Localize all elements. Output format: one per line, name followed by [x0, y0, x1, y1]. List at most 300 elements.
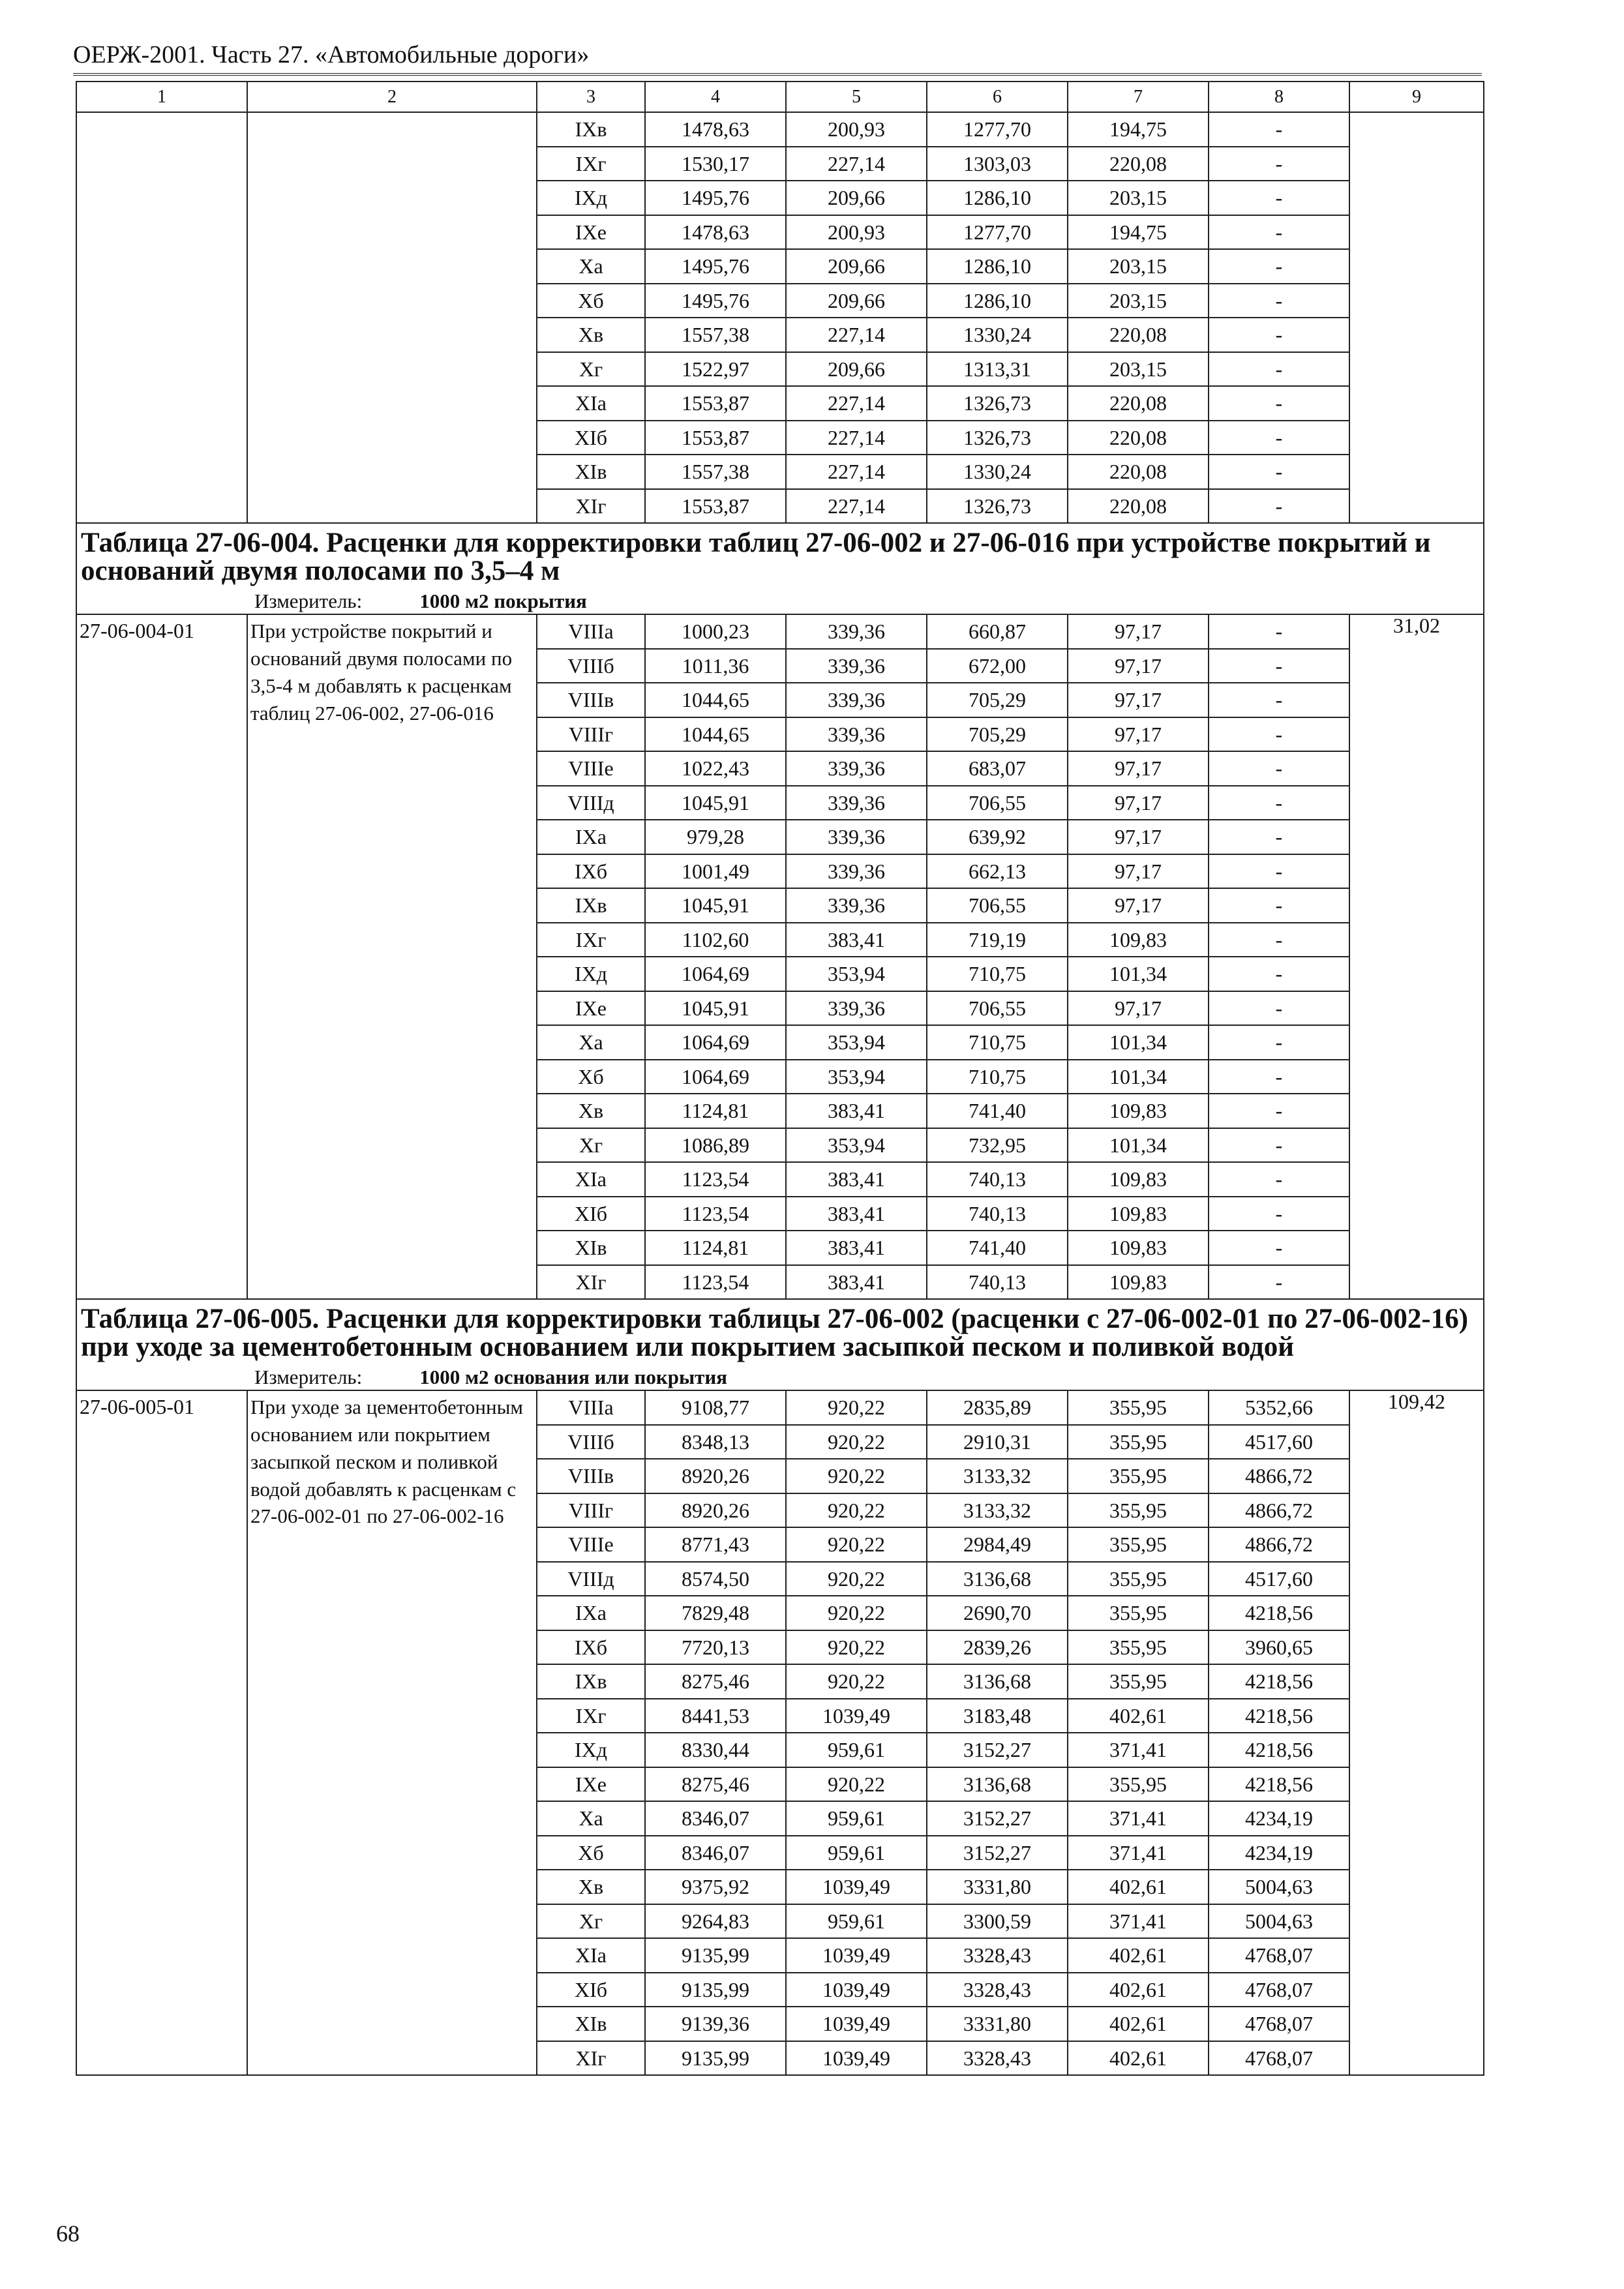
value-cell: 4768,07 — [1209, 2041, 1349, 2076]
value-cell: 4866,72 — [1209, 1527, 1349, 1562]
value-cell: 959,61 — [786, 1801, 927, 1836]
value-cell: 339,36 — [786, 786, 927, 820]
column-number: 8 — [1209, 82, 1349, 112]
value-cell: 4218,56 — [1209, 1664, 1349, 1699]
value-cell: 8275,46 — [645, 1767, 786, 1802]
value-cell: - — [1209, 386, 1349, 421]
measure-value: 1000 м2 покрытия — [419, 589, 587, 612]
zone-cell: Xг — [537, 352, 645, 387]
value-cell: 4768,07 — [1209, 2007, 1349, 2041]
value-cell: 1000,23 — [645, 614, 786, 649]
value-cell: 97,17 — [1068, 786, 1209, 820]
zone-cell: VIIIг — [537, 717, 645, 752]
zone-cell: XIг — [537, 1265, 645, 1300]
value-cell: 3133,32 — [927, 1459, 1068, 1493]
value-cell: 383,41 — [786, 1094, 927, 1128]
zone-cell: Xв — [537, 1094, 645, 1128]
measure-label: Измеритель: — [254, 589, 363, 612]
value-cell: 339,36 — [786, 683, 927, 717]
value-cell: - — [1209, 751, 1349, 786]
value-cell: 203,15 — [1068, 181, 1209, 215]
value-cell: 203,15 — [1068, 249, 1209, 284]
zone-cell: XIб — [537, 1973, 645, 2007]
zone-cell: IXе — [537, 991, 645, 1026]
value-cell: 200,93 — [786, 215, 927, 250]
value-cell: 4768,07 — [1209, 1938, 1349, 1973]
value-cell: 740,13 — [927, 1162, 1068, 1197]
value-cell: 109,83 — [1068, 1197, 1209, 1231]
value-cell: 1039,49 — [786, 2041, 927, 2076]
value-cell: 706,55 — [927, 991, 1068, 1026]
zone-cell: IXб — [537, 1630, 645, 1665]
value-cell: 1045,91 — [645, 786, 786, 820]
value-cell: 97,17 — [1068, 820, 1209, 854]
value-cell: 383,41 — [786, 1197, 927, 1231]
value-cell: 959,61 — [786, 1836, 927, 1870]
value-cell: 3136,68 — [927, 1664, 1068, 1699]
column-number: 2 — [247, 82, 537, 112]
value-cell: 3328,43 — [927, 1973, 1068, 2007]
value-cell: 227,14 — [786, 421, 927, 455]
value-cell: 1123,54 — [645, 1162, 786, 1197]
value-cell: 741,40 — [927, 1231, 1068, 1265]
value-cell: 8920,26 — [645, 1459, 786, 1493]
value-cell: - — [1209, 181, 1349, 215]
value-cell: 9135,99 — [645, 2041, 786, 2076]
zone-cell: VIIIд — [537, 1562, 645, 1596]
value-cell: 920,22 — [786, 1459, 927, 1493]
value-cell: 3152,27 — [927, 1836, 1068, 1870]
value-cell: - — [1209, 112, 1349, 147]
value-cell: 1039,49 — [786, 1699, 927, 1733]
measure-unit — [76, 1364, 1484, 1390]
table-row — [76, 112, 1484, 147]
value-cell: 4866,72 — [1209, 1493, 1349, 1528]
value-cell: 3328,43 — [927, 2041, 1068, 2076]
value-cell: - — [1209, 1060, 1349, 1094]
value-cell: 339,36 — [786, 717, 927, 752]
zone-cell: XIа — [537, 386, 645, 421]
value-cell: 1022,43 — [645, 751, 786, 786]
value-cell: 97,17 — [1068, 683, 1209, 717]
value-cell: 1326,73 — [927, 421, 1068, 455]
value-cell: 4234,19 — [1209, 1801, 1349, 1836]
value-cell: 220,08 — [1068, 147, 1209, 181]
value-cell: - — [1209, 820, 1349, 854]
value-cell: 2984,49 — [927, 1527, 1068, 1562]
value-cell: 706,55 — [927, 888, 1068, 923]
value-cell: - — [1209, 888, 1349, 923]
value-cell: 4866,72 — [1209, 1459, 1349, 1493]
rate-description: При уходе за цементобетонным основанием или покрытием засыпкой песком и поливкой водой добавлять к расценкам с 27-06-002-01 по 27-06-002-16 — [247, 1390, 537, 2075]
value-cell: - — [1209, 352, 1349, 387]
value-cell: 662,13 — [927, 854, 1068, 889]
value-cell: 8346,07 — [645, 1801, 786, 1836]
value-cell: 740,13 — [927, 1197, 1068, 1231]
value-cell: 741,40 — [927, 1094, 1068, 1128]
zone-cell: XIг — [537, 2041, 645, 2076]
value-cell: 8920,26 — [645, 1493, 786, 1528]
zone-cell: XIб — [537, 421, 645, 455]
value-cell: - — [1209, 1231, 1349, 1265]
value-cell: - — [1209, 1094, 1349, 1128]
zone-cell: XIб — [537, 1197, 645, 1231]
zone-cell: IXв — [537, 1664, 645, 1699]
value-cell: 220,08 — [1068, 386, 1209, 421]
value-cell: 3183,48 — [927, 1699, 1068, 1733]
value-cell: 920,22 — [786, 1767, 927, 1802]
value-cell: 227,14 — [786, 455, 927, 489]
value-cell: - — [1209, 991, 1349, 1026]
rate-description — [247, 112, 537, 523]
value-cell: - — [1209, 1197, 1349, 1231]
value-cell: 339,36 — [786, 614, 927, 649]
labor-cost-cell — [1349, 112, 1484, 523]
value-cell: 1044,65 — [645, 683, 786, 717]
measure-unit — [76, 588, 1484, 614]
value-cell: 97,17 — [1068, 717, 1209, 752]
measure-label: Измеритель: — [254, 1365, 363, 1388]
value-cell: 1044,65 — [645, 717, 786, 752]
value-cell: 194,75 — [1068, 215, 1209, 250]
zone-cell: Xб — [537, 1060, 645, 1094]
value-cell: 920,22 — [786, 1630, 927, 1665]
zone-cell: IXв — [537, 888, 645, 923]
value-cell: 4218,56 — [1209, 1733, 1349, 1767]
value-cell: 920,22 — [786, 1527, 927, 1562]
measure-row — [76, 588, 1484, 614]
value-cell: 5004,63 — [1209, 1870, 1349, 1904]
value-cell: 1495,76 — [645, 284, 786, 318]
value-cell: 194,75 — [1068, 112, 1209, 147]
value-cell: 209,66 — [786, 352, 927, 387]
zone-cell: IXа — [537, 820, 645, 854]
zone-cell: IXе — [537, 1767, 645, 1802]
value-cell: 220,08 — [1068, 318, 1209, 352]
value-cell: 1313,31 — [927, 352, 1068, 387]
column-number: 6 — [927, 82, 1068, 112]
zone-cell: IXа — [537, 1596, 645, 1630]
table-row — [76, 614, 1484, 649]
value-cell: 2690,70 — [927, 1596, 1068, 1630]
value-cell: - — [1209, 923, 1349, 957]
value-cell: 227,14 — [786, 386, 927, 421]
value-cell: 5352,66 — [1209, 1390, 1349, 1425]
value-cell: - — [1209, 1265, 1349, 1300]
value-cell: 959,61 — [786, 1733, 927, 1767]
value-cell: 1039,49 — [786, 1973, 927, 2007]
value-cell: - — [1209, 786, 1349, 820]
value-cell: 639,92 — [927, 820, 1068, 854]
zone-cell: VIIIг — [537, 1493, 645, 1528]
value-cell: 1045,91 — [645, 888, 786, 923]
page-number: 68 — [56, 2221, 80, 2247]
value-cell: 97,17 — [1068, 991, 1209, 1026]
value-cell: 710,75 — [927, 1025, 1068, 1060]
value-cell: 9108,77 — [645, 1390, 786, 1425]
column-number: 4 — [645, 82, 786, 112]
zone-cell: XIг — [537, 489, 645, 524]
page-header: ОЕРЖ-2001. Часть 27. «Автомобильные дороги» — [73, 40, 1482, 76]
value-cell: 203,15 — [1068, 284, 1209, 318]
zone-cell: IXв — [537, 112, 645, 147]
value-cell: 1530,17 — [645, 147, 786, 181]
value-cell: 355,95 — [1068, 1630, 1209, 1665]
labor-cost-cell: 31,02 — [1349, 614, 1484, 1299]
value-cell: 920,22 — [786, 1596, 927, 1630]
value-cell: 3960,65 — [1209, 1630, 1349, 1665]
value-cell: 1277,70 — [927, 215, 1068, 250]
column-number-row — [76, 82, 1484, 112]
value-cell: 371,41 — [1068, 1836, 1209, 1870]
table-title: Таблица 27-06-004. Расценки для корректировки таблиц 27-06-002 и 27-06-016 при устройстве покрытий и оснований двумя полосами по 3,5–4 м — [76, 523, 1484, 588]
value-cell: 7720,13 — [645, 1630, 786, 1665]
measure-value: 1000 м2 основания или покрытия — [419, 1365, 728, 1388]
value-cell: 4234,19 — [1209, 1836, 1349, 1870]
zone-cell: IXг — [537, 1699, 645, 1733]
value-cell: 1045,91 — [645, 991, 786, 1026]
value-cell: 8441,53 — [645, 1699, 786, 1733]
zone-cell: Xб — [537, 284, 645, 318]
value-cell: 4218,56 — [1209, 1767, 1349, 1802]
value-cell: 1039,49 — [786, 1938, 927, 1973]
value-cell: 4768,07 — [1209, 1973, 1349, 2007]
value-cell: 920,22 — [786, 1664, 927, 1699]
value-cell: - — [1209, 1025, 1349, 1060]
zone-cell: Xа — [537, 1025, 645, 1060]
value-cell: 355,95 — [1068, 1493, 1209, 1528]
value-cell: 97,17 — [1068, 888, 1209, 923]
value-cell: - — [1209, 318, 1349, 352]
value-cell: 355,95 — [1068, 1425, 1209, 1459]
value-cell: 1522,97 — [645, 352, 786, 387]
value-cell: - — [1209, 957, 1349, 991]
value-cell: 672,00 — [927, 649, 1068, 683]
value-cell: 353,94 — [786, 1128, 927, 1163]
value-cell: 1478,63 — [645, 112, 786, 147]
value-cell: 1039,49 — [786, 1870, 927, 1904]
value-cell: 732,95 — [927, 1128, 1068, 1163]
value-cell: 1326,73 — [927, 489, 1068, 524]
value-cell: 109,83 — [1068, 923, 1209, 957]
value-cell: 3152,27 — [927, 1801, 1068, 1836]
value-cell: 1553,87 — [645, 421, 786, 455]
value-cell: 220,08 — [1068, 455, 1209, 489]
value-cell: 7829,48 — [645, 1596, 786, 1630]
value-cell: 705,29 — [927, 683, 1068, 717]
value-cell: 660,87 — [927, 614, 1068, 649]
value-cell: 339,36 — [786, 991, 927, 1026]
value-cell: 1495,76 — [645, 249, 786, 284]
value-cell: 97,17 — [1068, 751, 1209, 786]
value-cell: 3300,59 — [927, 1904, 1068, 1939]
value-cell: 209,66 — [786, 249, 927, 284]
value-cell: 353,94 — [786, 1025, 927, 1060]
table-title-row — [76, 523, 1484, 588]
value-cell: 1102,60 — [645, 923, 786, 957]
value-cell: 3331,80 — [927, 2007, 1068, 2041]
rates-table-body — [76, 82, 1484, 2075]
value-cell: 1123,54 — [645, 1197, 786, 1231]
value-cell: 209,66 — [786, 284, 927, 318]
value-cell: 402,61 — [1068, 2041, 1209, 2076]
table-title: Таблица 27-06-005. Расценки для корректировки таблицы 27-06-002 (расценки с 27-06-002-01 по 27-06-002-16) при уходе за цементобетонным основанием или покрытием засыпкой песком и поливкой водой — [76, 1299, 1484, 1364]
value-cell: 1557,38 — [645, 455, 786, 489]
value-cell: 1286,10 — [927, 249, 1068, 284]
value-cell: 1303,03 — [927, 147, 1068, 181]
rate-code — [76, 112, 247, 523]
zone-cell: IXд — [537, 957, 645, 991]
value-cell: 1123,54 — [645, 1265, 786, 1300]
value-cell: 97,17 — [1068, 614, 1209, 649]
value-cell: 353,94 — [786, 1060, 927, 1094]
value-cell: 8348,13 — [645, 1425, 786, 1459]
value-cell: - — [1209, 147, 1349, 181]
value-cell: 97,17 — [1068, 854, 1209, 889]
value-cell: 9135,99 — [645, 1973, 786, 2007]
value-cell: 353,94 — [786, 957, 927, 991]
value-cell: 719,19 — [927, 923, 1068, 957]
measure-row — [76, 1364, 1484, 1390]
zone-cell: Xа — [537, 1801, 645, 1836]
zone-cell: VIIIв — [537, 683, 645, 717]
value-cell: 1277,70 — [927, 112, 1068, 147]
value-cell: 383,41 — [786, 1231, 927, 1265]
zone-cell: Xг — [537, 1904, 645, 1939]
rate-description: При устройстве покрытий и оснований двумя полосами по 3,5-4 м добавлять к расценкам таблиц 27-06-002, 27-06-016 — [247, 614, 537, 1299]
zone-cell: XIв — [537, 1231, 645, 1265]
value-cell: 220,08 — [1068, 489, 1209, 524]
value-cell: 920,22 — [786, 1493, 927, 1528]
value-cell: 402,61 — [1068, 1699, 1209, 1733]
zone-cell: IXг — [537, 923, 645, 957]
value-cell: 3136,68 — [927, 1767, 1068, 1802]
value-cell: 8574,50 — [645, 1562, 786, 1596]
value-cell: 383,41 — [786, 923, 927, 957]
value-cell: 8771,43 — [645, 1527, 786, 1562]
value-cell: 371,41 — [1068, 1904, 1209, 1939]
zone-cell: VIIIб — [537, 1425, 645, 1459]
value-cell: 1286,10 — [927, 284, 1068, 318]
value-cell: 355,95 — [1068, 1664, 1209, 1699]
column-number: 9 — [1349, 82, 1484, 112]
value-cell: - — [1209, 249, 1349, 284]
value-cell: 402,61 — [1068, 1870, 1209, 1904]
zone-cell: VIIIв — [537, 1459, 645, 1493]
column-number: 7 — [1068, 82, 1209, 112]
value-cell: - — [1209, 455, 1349, 489]
value-cell: 1478,63 — [645, 215, 786, 250]
value-cell: 2910,31 — [927, 1425, 1068, 1459]
value-cell: 8275,46 — [645, 1664, 786, 1699]
value-cell: 1330,24 — [927, 318, 1068, 352]
zone-cell: Xв — [537, 1870, 645, 1904]
value-cell: 4218,56 — [1209, 1596, 1349, 1630]
value-cell: 1039,49 — [786, 2007, 927, 2041]
value-cell: 1286,10 — [927, 181, 1068, 215]
value-cell: 8346,07 — [645, 1836, 786, 1870]
value-cell: 920,22 — [786, 1425, 927, 1459]
value-cell: 1553,87 — [645, 489, 786, 524]
value-cell: 706,55 — [927, 786, 1068, 820]
value-cell: 339,36 — [786, 888, 927, 923]
value-cell: - — [1209, 1162, 1349, 1197]
value-cell: 5004,63 — [1209, 1904, 1349, 1939]
table-title-row — [76, 1299, 1484, 1364]
zone-cell: IXб — [537, 854, 645, 889]
zone-cell: VIIIд — [537, 786, 645, 820]
value-cell: 2835,89 — [927, 1390, 1068, 1425]
value-cell: - — [1209, 717, 1349, 752]
value-cell: 371,41 — [1068, 1733, 1209, 1767]
value-cell: 4517,60 — [1209, 1425, 1349, 1459]
value-cell: 339,36 — [786, 820, 927, 854]
value-cell: 402,61 — [1068, 1973, 1209, 2007]
value-cell: 1086,89 — [645, 1128, 786, 1163]
value-cell: 710,75 — [927, 957, 1068, 991]
value-cell: 9139,36 — [645, 2007, 786, 2041]
value-cell: 1330,24 — [927, 455, 1068, 489]
value-cell: 1326,73 — [927, 386, 1068, 421]
value-cell: 355,95 — [1068, 1767, 1209, 1802]
value-cell: 9375,92 — [645, 1870, 786, 1904]
value-cell: 355,95 — [1068, 1596, 1209, 1630]
value-cell: 355,95 — [1068, 1459, 1209, 1493]
value-cell: 1124,81 — [645, 1231, 786, 1265]
zone-cell: XIа — [537, 1938, 645, 1973]
zone-cell: XIв — [537, 455, 645, 489]
zone-cell: VIIIб — [537, 649, 645, 683]
value-cell: 3136,68 — [927, 1562, 1068, 1596]
table-row — [76, 1390, 1484, 1425]
value-cell: 101,34 — [1068, 957, 1209, 991]
zone-cell: XIв — [537, 2007, 645, 2041]
zone-cell: Xг — [537, 1128, 645, 1163]
rates-table — [76, 81, 1484, 2076]
value-cell: 383,41 — [786, 1162, 927, 1197]
value-cell: 339,36 — [786, 751, 927, 786]
value-cell: - — [1209, 649, 1349, 683]
value-cell: - — [1209, 1128, 1349, 1163]
zone-cell: VIIIа — [537, 1390, 645, 1425]
zone-cell: Xб — [537, 1836, 645, 1870]
rate-code: 27-06-005-01 — [76, 1390, 247, 2075]
value-cell: 705,29 — [927, 717, 1068, 752]
value-cell: 1064,69 — [645, 1025, 786, 1060]
labor-cost-cell: 109,42 — [1349, 1390, 1484, 2075]
value-cell: 9264,83 — [645, 1904, 786, 1939]
zone-cell: XIа — [537, 1162, 645, 1197]
zone-cell: Xв — [537, 318, 645, 352]
value-cell: 920,22 — [786, 1562, 927, 1596]
value-cell: 1557,38 — [645, 318, 786, 352]
value-cell: 402,61 — [1068, 1938, 1209, 1973]
value-cell: 339,36 — [786, 649, 927, 683]
value-cell: 4218,56 — [1209, 1699, 1349, 1733]
value-cell: 9135,99 — [645, 1938, 786, 1973]
value-cell: 355,95 — [1068, 1390, 1209, 1425]
value-cell: 1064,69 — [645, 957, 786, 991]
value-cell: 3133,32 — [927, 1493, 1068, 1528]
value-cell: 1495,76 — [645, 181, 786, 215]
value-cell: 8330,44 — [645, 1733, 786, 1767]
value-cell: 109,83 — [1068, 1265, 1209, 1300]
value-cell: - — [1209, 489, 1349, 524]
value-cell: 4517,60 — [1209, 1562, 1349, 1596]
zone-cell: IXд — [537, 1733, 645, 1767]
zone-cell: Xа — [537, 249, 645, 284]
value-cell: 101,34 — [1068, 1060, 1209, 1094]
